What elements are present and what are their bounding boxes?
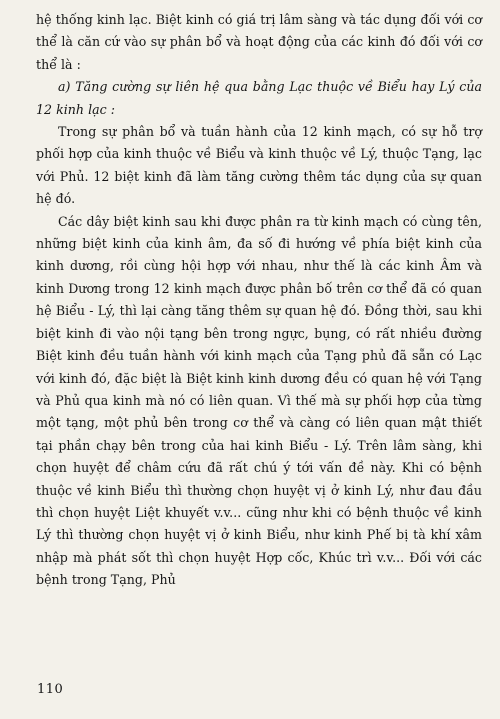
paragraph-3: Các dây biệt kinh sau khi được phân ra từ kinh mạch có cùng tên, những biệt kinh của kinh âm, đa số đi hướng về phía biệt kinh của kinh dương, rồi cùng hội hợp với nhau, như thế là các kinh Âm và kinh Dương trong 12 kinh mạch được phân bố trên cơ thể đã có quan hệ Biểu - Lý, thì lại càng tăng thêm sự quan hệ đó. Đồng thời, sau khi biệt kinh đi vào nội tạng bên trong ngực, bụng, có rất nhiều đường Biệt kinh đều tuần hành với kinh mạch của Tạng phủ đã sẵn có Lạc với kinh đó, đặc biệt là Biệt kinh kinh dương đều có quan hệ với Tạng và Phủ qua kinh mà nó có liên quan. Vì thế mà sự phối hợp của từng một tạng, một phủ bên trong cơ thể và càng có liên quan mật thiết tại phần chạy bên trong của hai kinh Biểu - Lý. Trên lâm sàng, khi chọn huyệt để châm cứu đã rất chú ý tới vấn đề này. Khi có bệnh thuộc về kinh Biểu thì thường chọn huyệt vị ở kinh Lý, như đau đầu thì chọn huyệt Liệt khuyết v.v... cũng như khi có bệnh thuộc về kinh Lý thì thường chọn huyệt vị ở kinh Biểu, như kinh Phế bị tà khí xâm nhập mà phát sốt thì chọn huyệt Hợp cốc, Khúc trì v.v... Đối với các bệnh trong Tạng, Phủ <box>36 213 482 588</box>
paragraph-2: Trong sự phân bổ và tuần hành của 12 kinh mạch, có sự hỗ trợ phối hợp của kinh thuộc về Biểu và kinh thuộc về Lý, thuộc Tạng, lạc với Phủ. 12 biệt kinh đã làm tăng cường thêm tác dụng của sự quan hệ đó. <box>36 124 482 207</box>
paragraph-1: hệ thống kinh lạc. Biệt kinh có giá trị lâm sàng và tác dụng đối với cơ thể là căn cứ vào sự phân bổ và hoạt động của các kinh đó đối với cơ thể là : <box>36 12 482 72</box>
page-number: 110 <box>37 682 64 697</box>
section-heading-a: a) Tăng cường sự liên hệ qua bằng Lạc thuộc về Biểu hay Lý của 12 kinh lạc : <box>36 79 482 117</box>
